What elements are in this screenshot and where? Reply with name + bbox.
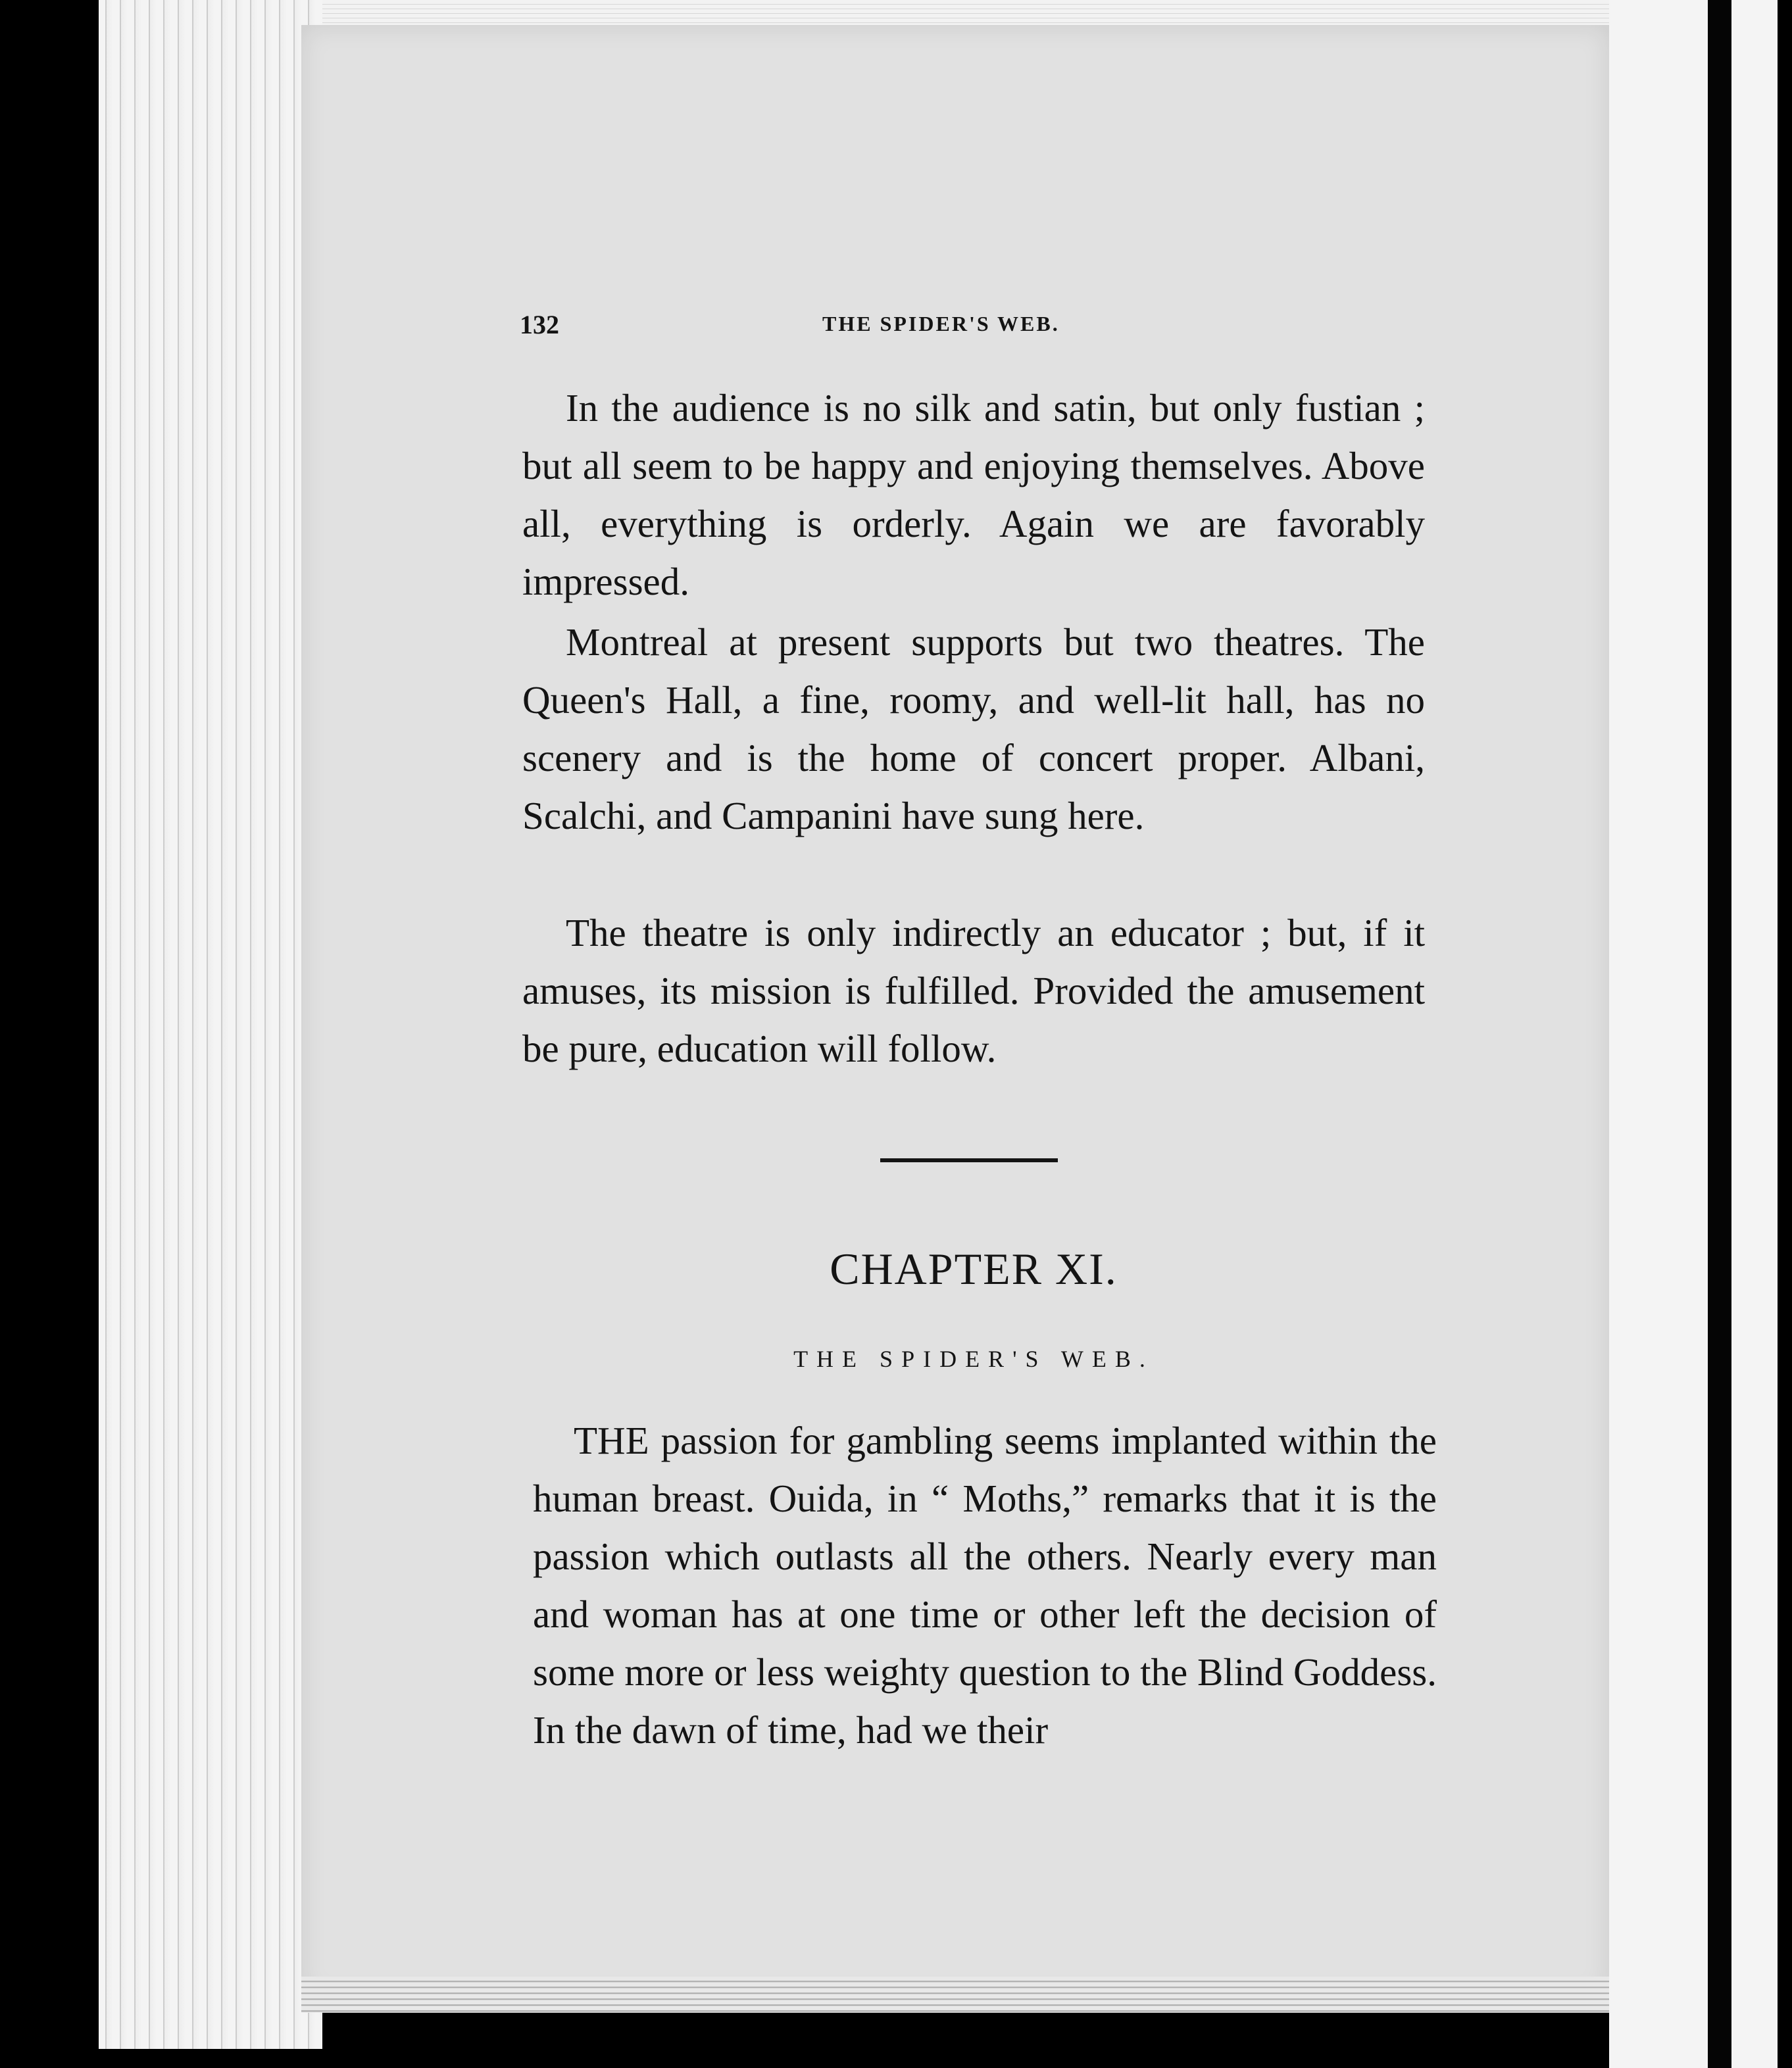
facing-page-edge [1609, 0, 1708, 2068]
body-paragraph-1: In the audience is no silk and satin, but only fustian ; but all seem to be happy and enjoying themselves. Above all, everything is orderly. Again we are favorably impressed. [522, 386, 1425, 603]
page-stack-top-edge [99, 0, 1612, 26]
page-stack-bottom-edge [301, 1977, 1609, 2013]
running-title: THE SPIDER'S WEB. [822, 312, 1060, 335]
page-stack-left-edge [99, 0, 322, 2049]
book-gutter [1708, 0, 1731, 2068]
chapter-opening-text: passion for gambling seems implanted within the human breast. Ouida, in “ Moths,” remarks that it is the passion which outlasts all the others. Nearly every man and woman has at one time or other left the decision of some more or less weighty question to the Blind Goddess. In the dawn of time, had we their [533, 1419, 1437, 1752]
chapter-heading: CHAPTER XI. [830, 1244, 1118, 1294]
page-number: 132 [520, 310, 559, 339]
chapter-opening-word: THE [574, 1419, 649, 1462]
facing-page-margin [1731, 0, 1778, 2068]
section-divider-rule [880, 1158, 1058, 1162]
running-head [520, 309, 1433, 349]
chapter-opening-paragraph [533, 1412, 1437, 1759]
body-paragraph-3: The theatre is only indirectly an educator ; but, if it amuses, its mission is fulfilled. Provided the amusement be pure, education will follow. [522, 911, 1425, 1070]
body-paragraph-2: Montreal at present supports but two theatres. The Queen's Hall, a fine, roomy, and well-lit hall, has no scenery and is the home of concert proper. Albani, Scalchi, and Campanini have sung here. [522, 620, 1425, 837]
chapter-subtitle: THE SPIDER'S WEB. [793, 1346, 1154, 1372]
